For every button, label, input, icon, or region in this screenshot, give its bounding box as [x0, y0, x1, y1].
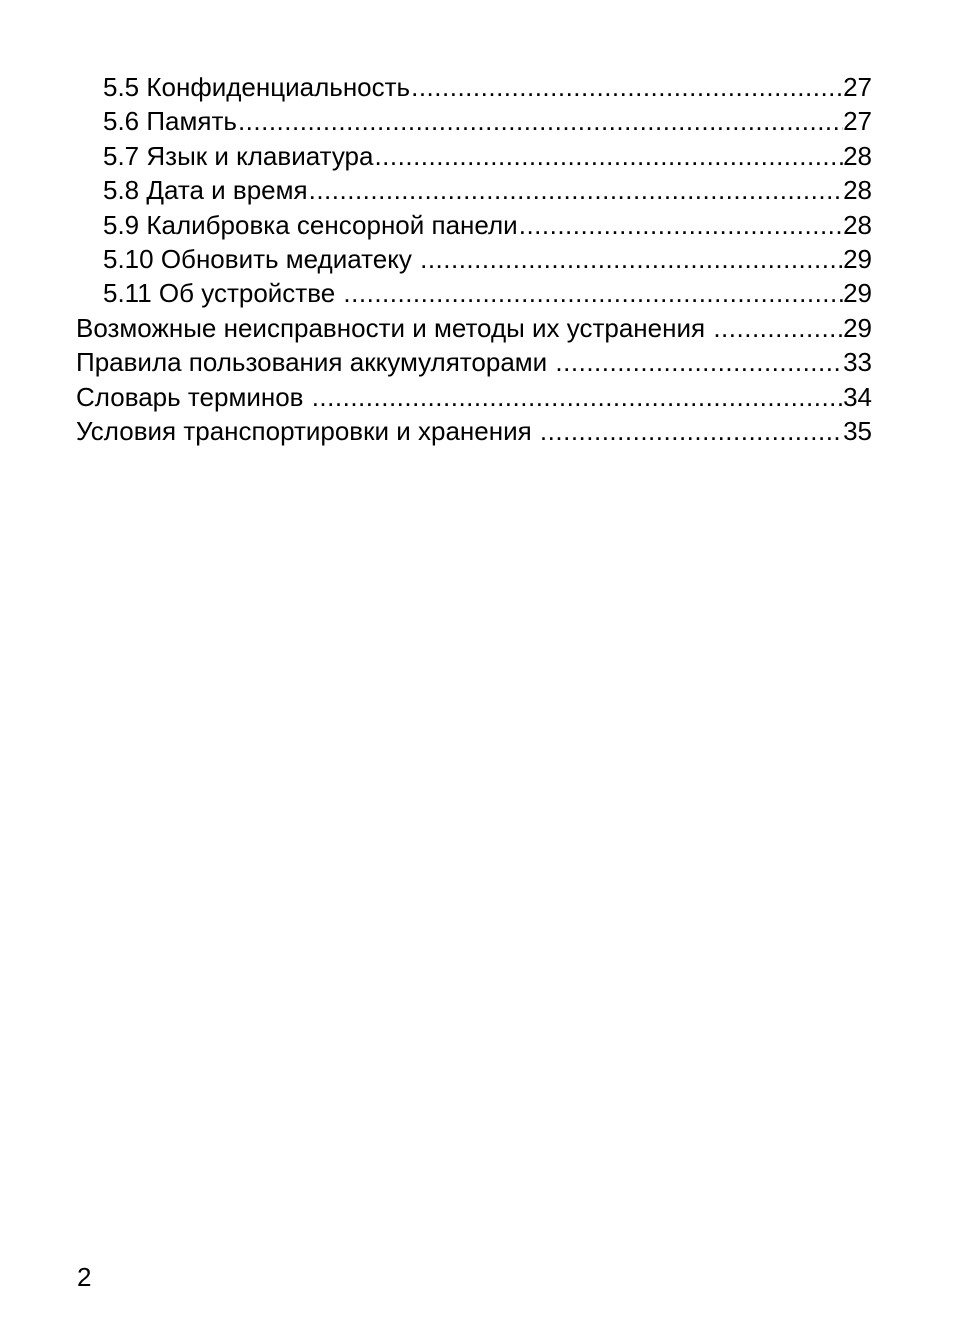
toc-entry-title: 5.7 Язык и клавиатура [103, 140, 374, 171]
toc-entry[interactable] [76, 104, 872, 138]
toc-entry-title: 5.9 Калибровка сенсорной панели [103, 209, 518, 240]
toc-entry-page: 28 [843, 140, 872, 171]
toc-dot-leader [712, 311, 843, 345]
toc-entry-page: 28 [843, 175, 872, 206]
toc-entry[interactable] [76, 380, 872, 414]
toc-entry[interactable] [76, 276, 872, 310]
toc-dot-leader [419, 242, 843, 276]
toc-entry[interactable] [76, 70, 872, 104]
toc-dot-leader [410, 70, 843, 104]
toc-entry-title: Условия транспортировки и хранения [76, 415, 539, 446]
toc-dot-leader [311, 380, 843, 414]
toc-entry-page: 27 [843, 106, 872, 137]
toc-entry-title: Правила пользования аккумуляторами [76, 347, 555, 378]
toc-entry-title: Возможные неисправности и методы их устранения [76, 312, 713, 343]
toc-entry-page: 29 [843, 312, 872, 343]
toc-entry-title: 5.10 Обновить медиатеку [103, 243, 420, 274]
toc-entry-page: 29 [843, 243, 872, 274]
toc-entry[interactable] [76, 173, 872, 207]
toc-entry[interactable] [76, 345, 872, 379]
toc-entry-title: 5.5 Конфиденциальность [103, 72, 411, 102]
toc-entry[interactable] [76, 414, 872, 448]
toc-entry[interactable] [76, 242, 872, 276]
toc-entry[interactable] [76, 208, 872, 242]
toc-entry-page: 34 [843, 381, 872, 412]
toc-entry-page: 33 [843, 347, 872, 378]
toc-entry-title: Словарь терминов [76, 381, 311, 412]
toc-dot-leader [539, 414, 843, 448]
toc-dot-leader [518, 208, 843, 242]
toc-entry-page: 29 [843, 278, 872, 309]
toc-entry-title: 5.6 Память [103, 106, 237, 137]
toc-dot-leader [373, 139, 843, 173]
toc-dot-leader [554, 345, 843, 379]
toc-entry[interactable] [76, 139, 872, 173]
toc-dot-leader [237, 104, 843, 138]
toc-dot-leader [342, 276, 843, 310]
toc-entry-page: 28 [843, 209, 872, 240]
table-of-contents [76, 70, 872, 448]
toc-entry[interactable] [76, 311, 872, 345]
toc-dot-leader [308, 173, 843, 207]
toc-entry-title: 5.8 Дата и время [103, 175, 308, 206]
toc-entry-title: 5.11 Об устройстве [103, 278, 343, 309]
toc-entry-page: 27 [843, 72, 872, 102]
toc-entry-page: 35 [843, 415, 872, 446]
page-number: 2 [77, 1262, 92, 1292]
